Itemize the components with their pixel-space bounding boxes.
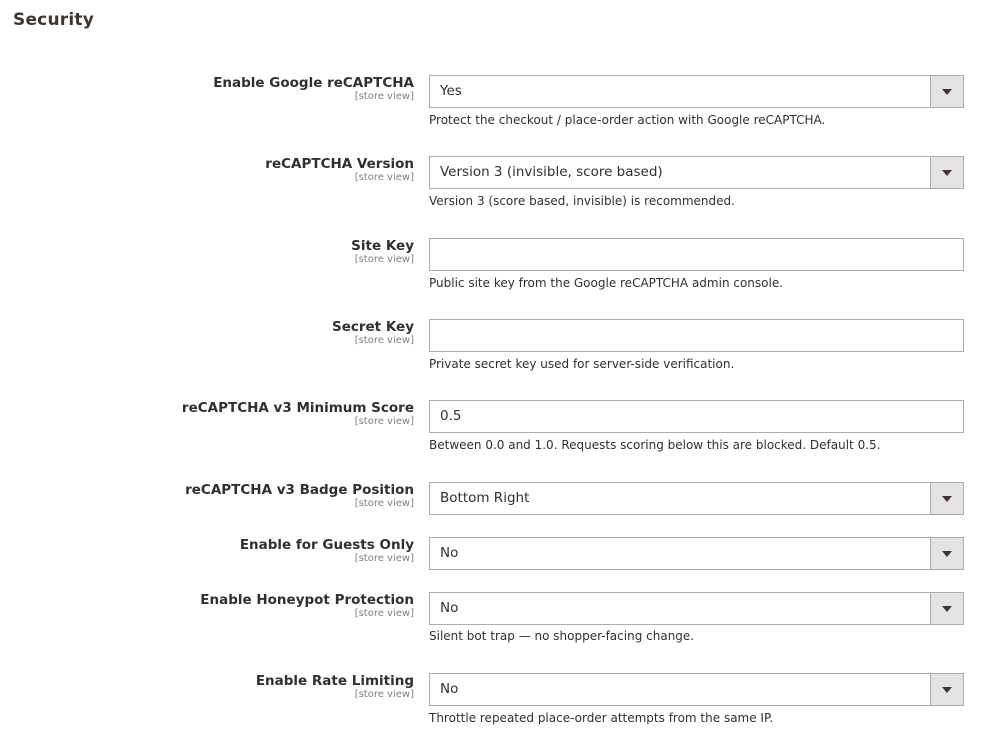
site-key-input[interactable] xyxy=(429,238,964,271)
scope-hint: [store view] xyxy=(354,608,414,619)
chevron-down-icon xyxy=(942,89,952,95)
badge-position-label: reCAPTCHA v3 Badge Position xyxy=(185,482,414,498)
field-note: Private secret key used for server-side verification. xyxy=(429,357,735,371)
field-note: Public site key from the Google reCAPTCHA admin console. xyxy=(429,276,784,290)
select-value: Bottom Right xyxy=(440,490,530,506)
chevron-down-icon xyxy=(942,170,952,176)
select-toggle[interactable] xyxy=(930,76,963,107)
input-value: 0.5 xyxy=(440,408,462,424)
field-note: Version 3 (score based, invisible) is recommended. xyxy=(429,194,735,208)
min-score-input[interactable] xyxy=(429,400,964,433)
field-note: Between 0.0 and 1.0. Requests scoring below this are blocked. Default 0.5. xyxy=(429,438,881,452)
field-label-group xyxy=(185,482,414,509)
secret-key-label: Secret Key xyxy=(331,319,414,335)
select-toggle[interactable] xyxy=(930,157,963,188)
scope-hint: [store view] xyxy=(354,416,414,427)
scope-hint: [store view] xyxy=(354,172,414,183)
honeypot-label: Enable Honeypot Protection xyxy=(200,592,414,608)
rate-limiting-select[interactable] xyxy=(429,673,964,706)
honeypot-select[interactable] xyxy=(429,592,964,625)
enable-recaptcha-select[interactable] xyxy=(429,75,964,108)
scope-hint: [store view] xyxy=(354,335,414,346)
field-label-group xyxy=(256,673,414,700)
scope-hint: [store view] xyxy=(354,498,414,509)
scope-hint: [store view] xyxy=(354,254,414,265)
recaptcha-version-select[interactable] xyxy=(429,156,964,189)
section-title: Security xyxy=(13,10,94,30)
guests-only-label: Enable for Guests Only xyxy=(239,537,414,553)
chevron-down-icon xyxy=(942,551,952,557)
secret-key-input[interactable] xyxy=(429,319,964,352)
field-label-group xyxy=(265,156,414,183)
select-value: Yes xyxy=(440,83,462,99)
field-label-group xyxy=(182,400,414,427)
field-label-group xyxy=(240,537,414,564)
chevron-down-icon xyxy=(942,687,952,693)
min-score-label: reCAPTCHA v3 Minimum Score xyxy=(181,400,414,416)
select-value: No xyxy=(440,545,459,561)
field-label-group xyxy=(351,238,414,265)
recaptcha-version-label: reCAPTCHA Version xyxy=(265,156,414,172)
scope-hint: [store view] xyxy=(354,553,414,564)
field-note: Throttle repeated place-order attempts from the same IP. xyxy=(429,711,774,725)
scope-hint: [store view] xyxy=(354,91,414,102)
chevron-down-icon xyxy=(942,496,952,502)
select-value: Version 3 (invisible, score based) xyxy=(440,164,663,180)
select-toggle[interactable] xyxy=(930,674,963,705)
scope-hint: [store view] xyxy=(354,689,414,700)
select-toggle[interactable] xyxy=(930,593,963,624)
field-note: Silent bot trap — no shopper-facing change. xyxy=(429,629,695,643)
guests-only-select[interactable] xyxy=(429,537,964,570)
chevron-down-icon xyxy=(942,606,952,612)
select-toggle[interactable] xyxy=(930,538,963,569)
select-toggle[interactable] xyxy=(930,483,963,514)
field-label-group xyxy=(200,592,414,619)
select-value: No xyxy=(440,681,459,697)
select-value: No xyxy=(440,600,459,616)
field-note: Protect the checkout / place-order action with Google reCAPTCHA. xyxy=(429,113,826,127)
site-key-label: Site Key xyxy=(351,238,414,254)
badge-position-select[interactable] xyxy=(429,482,964,515)
field-label-group xyxy=(213,75,414,102)
field-label-group xyxy=(332,319,414,346)
rate-limiting-label: Enable Rate Limiting xyxy=(255,673,414,689)
enable-recaptcha-label: Enable Google reCAPTCHA xyxy=(213,75,414,91)
